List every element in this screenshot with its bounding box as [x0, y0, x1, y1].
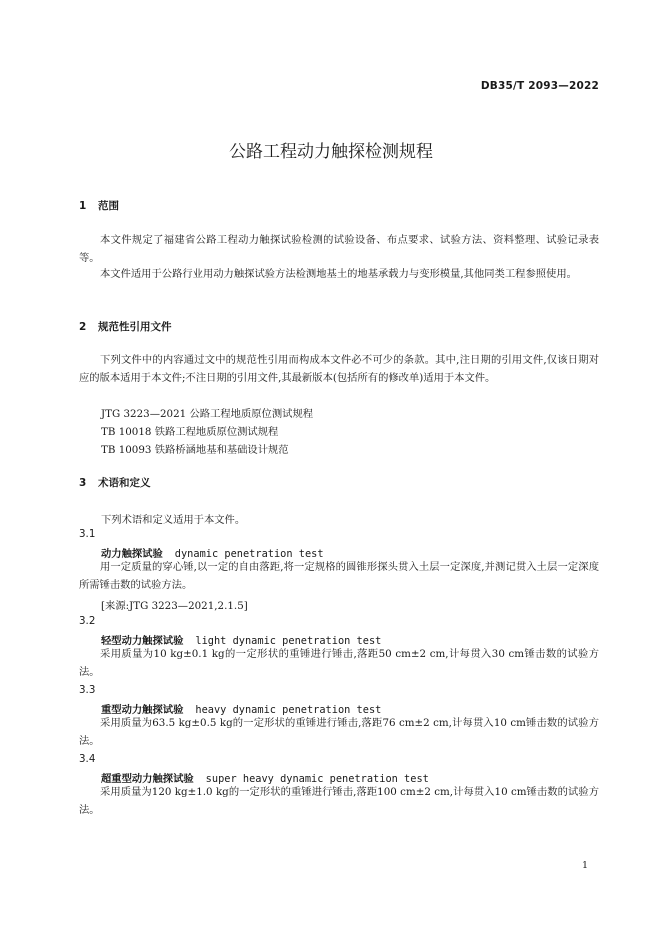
standard-code: DB35/T 2093—2022 — [480, 80, 599, 92]
reference-item: JTG 3223—2021 公路工程地质原位测试规程 — [101, 408, 314, 420]
section-3-intro: 下列术语和定义适用于本文件。 — [101, 514, 246, 526]
term-zh: 重型动力触探试验 — [101, 704, 184, 716]
term-zh: 动力触探试验 — [101, 548, 163, 560]
term-heading — [101, 545, 324, 560]
section-1-paragraph-2: 本文件适用于公路行业用动力触探试验方法检测地基土的地基承载力与变形模量,其他同类工程参照使用。 — [100, 268, 577, 280]
section-title: 范围 — [98, 200, 119, 212]
term-definition: 采用质量为63.5 kg±0.5 kg的一定形状的重锤进行锤击,落距76 cm±2 cm,计每贯入10 cm锤击数的试验方法。 — [79, 717, 599, 747]
term-heading — [101, 770, 429, 785]
term-en: dynamic penetration test — [174, 548, 324, 560]
section-3-heading — [79, 475, 151, 490]
section-title: 术语和定义 — [98, 477, 151, 489]
term-definition: 采用质量为10 kg±0.1 kg的一定形状的重锤进行锤击,落距50 cm±2 cm,计每贯入30 cm锤击数的试验方法。 — [79, 648, 599, 678]
section-1-paragraph-1: 本文件规定了福建省公路工程动力触探试验检测的试验设备、布点要求、试验方法、资料整理、试验记录表等。 — [79, 234, 599, 264]
document-title: 公路工程动力触探检测规程 — [229, 142, 433, 162]
term-zh: 轻型动力触探试验 — [101, 635, 184, 647]
term-en: light dynamic penetration test — [195, 635, 382, 647]
section-1-heading — [79, 198, 119, 213]
term-en: super heavy dynamic penetration test — [205, 773, 429, 785]
page-number: 1 — [582, 860, 589, 871]
clause-number: 3.4 — [79, 753, 96, 765]
section-number: 3 — [79, 477, 87, 489]
section-number: 1 — [79, 200, 87, 212]
clause-number: 3.1 — [79, 528, 96, 540]
clause-number: 3.2 — [79, 615, 96, 627]
section-number: 2 — [79, 321, 87, 333]
term-zh: 超重型动力触探试验 — [101, 773, 194, 785]
term-definition: 用一定质量的穿心锤,以一定的自由落距,将一定规格的圆锥形探头贯入土层一定深度,并测记贯入土层一定深度所需锤击数的试验方法。 — [79, 561, 599, 591]
term-heading — [101, 632, 381, 647]
section-title: 规范性引用文件 — [98, 321, 172, 333]
term-en: heavy dynamic penetration test — [195, 704, 382, 716]
reference-item: TB 10093 铁路桥涵地基和基础设计规范 — [101, 444, 289, 456]
term-heading — [101, 701, 381, 716]
section-2-paragraph: 下列文件中的内容通过文中的规范性引用而构成本文件必不可少的条款。其中,注日期的引用文件,仅该日期对应的版本适用于本文件;不注日期的引用文件,其最新版本(包括所有的修改单)适用于本文件。 — [79, 354, 599, 384]
reference-item: TB 10018 铁路工程地质原位测试规程 — [101, 426, 279, 438]
clause-number: 3.3 — [79, 684, 96, 696]
term-source: [来源:JTG 3223—2021,2.1.5] — [101, 600, 248, 612]
section-2-heading — [79, 319, 172, 334]
term-definition: 采用质量为120 kg±1.0 kg的一定形状的重锤进行锤击,落距100 cm±2 cm,计每贯入10 cm锤击数的试验方法。 — [79, 786, 599, 816]
